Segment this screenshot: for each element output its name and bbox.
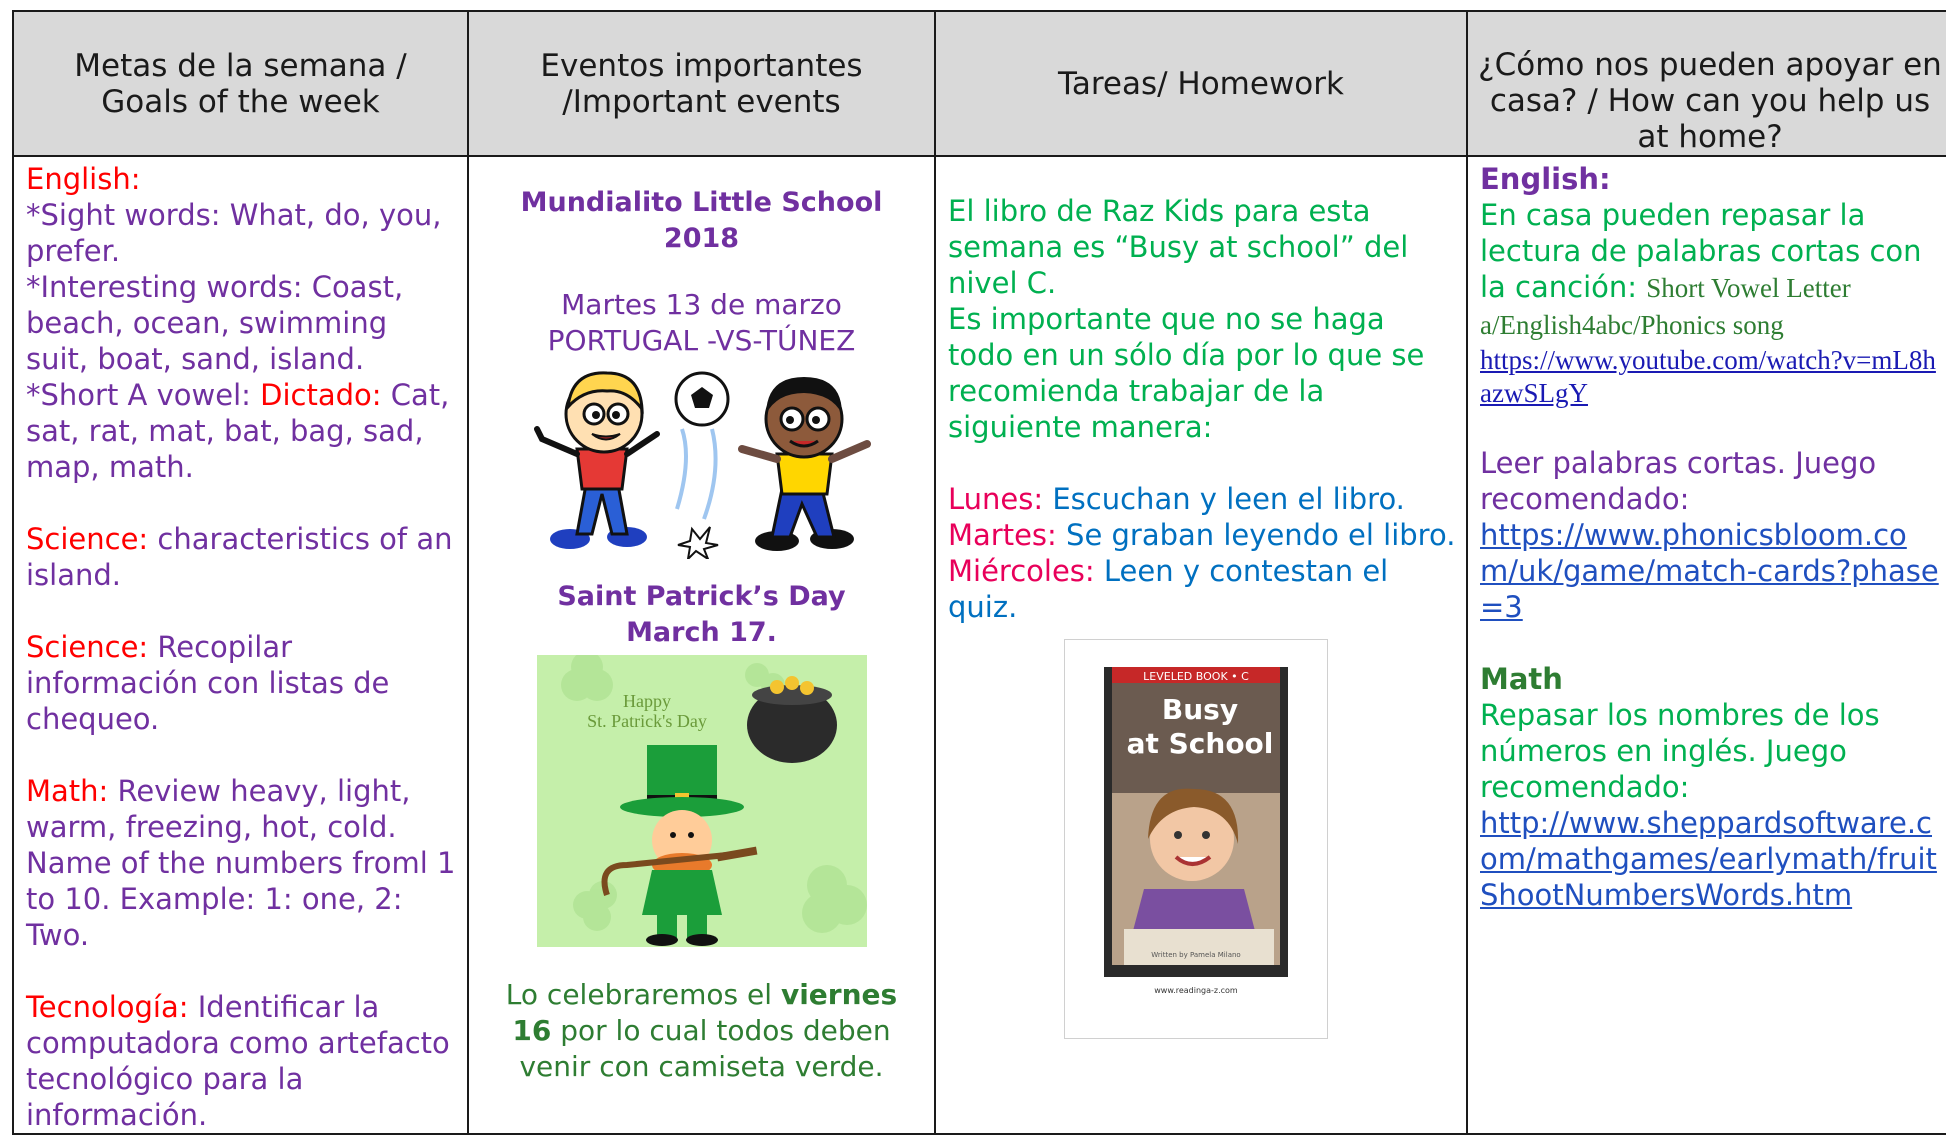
book-title-1: Busy [1161,693,1239,726]
science2-label: Science: [26,630,149,664]
homework-intro: El libro de Raz Kids para esta semana es “Busy at school” del nivel C. [948,194,1409,300]
homework-cell [935,156,1467,1134]
header-support [1467,11,1946,156]
math-label: Math: [26,774,109,808]
support-english-text [1480,197,1942,343]
youtube-link[interactable]: https://www.youtube.com/watch?v=mL8hazwSLgY [1480,345,1936,408]
support-english-body: En casa pueden repasar la lectura de palabras cortas con la canción: [1480,198,1922,304]
book-title-2: at School [1126,727,1274,760]
homework-content [936,157,1466,1039]
homework-wednesday [948,553,1456,625]
header-homework [935,11,1467,156]
goals-english-label: English: [26,162,141,196]
celebrate-text [483,977,920,1085]
header-goals [13,11,468,156]
sheppardsoftware-link[interactable]: http://www.sheppardsoftware.com/mathgames/earlymath/fruitShootNumbersWords.htm [1480,806,1937,912]
events-content [469,185,934,1085]
card-patrick-text: St. Patrick's Day [586,711,707,731]
goals-math [26,773,457,953]
goals-cell [13,156,468,1134]
goals-science-2 [26,629,457,737]
mundialito-title: Mundialito Little School 2018 [520,187,883,254]
homework-note: Es importante que no se haga todo en un sólo día por lo que se recomienda trabajar de la siguiente manera: [948,302,1425,444]
monday-label: Lunes: [948,482,1044,516]
match-date: Martes 13 de marzo [561,288,842,321]
goals-science-1 [26,521,457,593]
wednesday-label: Miércoles: [948,554,1095,588]
science1-label: Science: [26,522,149,556]
science1-text: characteristics of an island. [26,522,453,592]
card-happy-text: Happy [622,691,671,711]
short-a-words: Cat, sat, rat, mat, bat, bag, sad, map, math. [26,378,450,484]
goals-sight-words: *Sight words: What, do, you, prefer. [26,198,442,268]
celebrate-bold: viernes 16 [512,978,898,1047]
goals-short-a [26,377,457,485]
events-cell [468,156,935,1134]
phonicsbloom-link[interactable]: https://www.phonicsbloom.com/uk/game/match-cards?phase=3 [1480,518,1939,624]
wednesday-text: Leen y contestan el quiz. [948,554,1389,624]
support-english-label: English: [1480,162,1611,196]
tuesday-label: Martes: [948,518,1057,552]
patrick-title-1: Saint Patrick’s Day [557,581,846,612]
book-banner: LEVELED BOOK • C [1143,670,1249,683]
goals-interesting-words: *Interesting words: Coast, beach, ocean, swimming suit, boat, sand, island. [26,270,404,376]
support-read-text: Leer palabras cortas. Juego recomendado: [1480,446,1877,516]
header-goals-text: Metas de la semana / Goals of the week [74,47,407,120]
match-teams: PORTUGAL -VS-TÚNEZ [547,324,856,357]
science2-text: Recopilar información con listas de chequeo. [26,630,390,736]
goals-tech [26,989,457,1133]
soccer-kids-illustration [532,359,872,559]
header-row [13,11,1946,156]
header-homework-text: Tareas/ Homework [1058,65,1344,102]
celebrate-part-1: Lo celebraremos el [505,978,781,1011]
support-content [1468,157,1946,913]
content-row [13,156,1946,1134]
goals-content [14,157,467,1133]
homework-tuesday [948,517,1456,553]
math-text: Review heavy, light, warm, freezing, hot, cold. Name of the numbers froml 1 to 10. Example: 1: one, 2: Two. [26,774,456,952]
support-math-label: Math [1480,662,1563,696]
st-patricks-illustration [537,655,867,947]
patrick-title-2: March 17. [626,617,777,648]
weekly-plan-table [12,10,1946,1135]
support-cell [1467,156,1946,1134]
book-author: Written by Pamela Milano [1151,951,1241,959]
dictado-label: Dictado: [260,378,382,412]
song-title: Short Vowel Letter a/English4abc/Phonics song [1480,273,1851,340]
homework-monday [948,481,1456,517]
header-events [468,11,935,156]
monday-text: Escuchan y leen el libro. [1043,482,1405,516]
busy-at-school-book-cover [1064,639,1328,1039]
support-math-text: Repasar los nombres de los números en inglés. Juego recomendado: [1480,698,1880,804]
tech-text: Identificar la computadora como artefacto tecnológico para la información. [26,990,450,1132]
book-url: www.readinga-z.com [1154,986,1238,995]
celebrate-part-2: por lo cual todos deben venir con camiseta verde. [519,1014,891,1083]
header-support-text: ¿Cómo nos pueden apoyar en casa? / How can you help us at home? [1478,47,1942,155]
tech-label: Tecnología: [26,990,189,1024]
tuesday-text: Se graban leyendo el libro. [1056,518,1456,552]
short-a-prefix: *Short A vowel: [26,378,261,412]
header-events-text: Eventos importantes /Important events [540,47,863,120]
